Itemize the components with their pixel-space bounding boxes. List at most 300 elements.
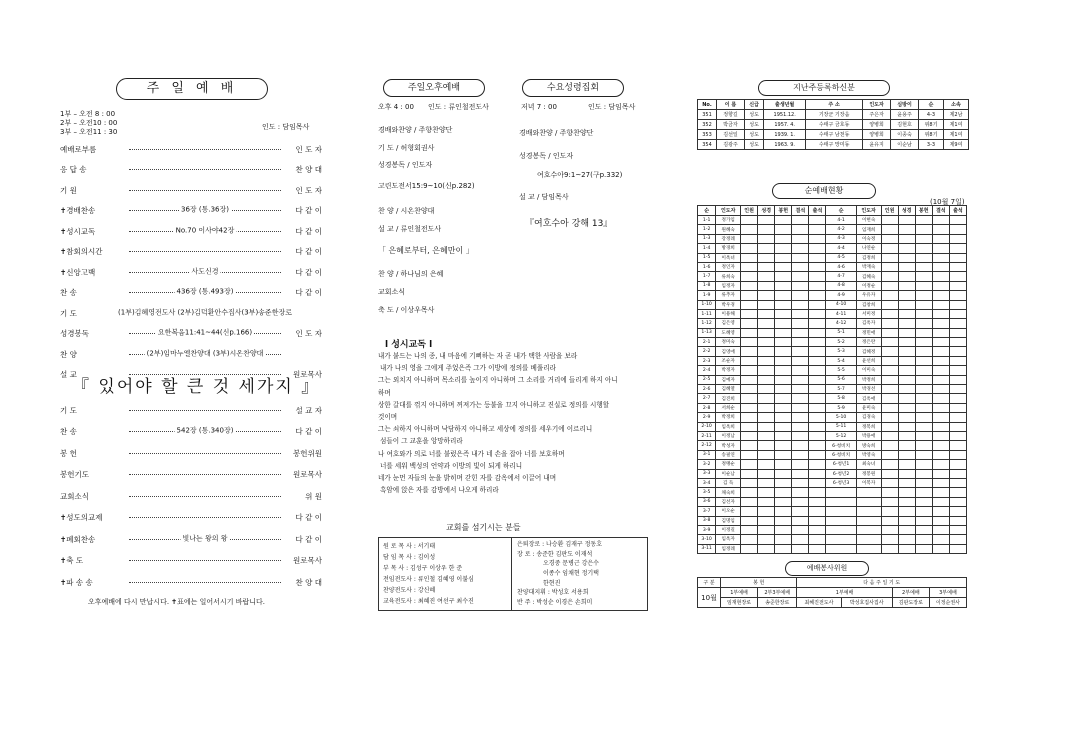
attendance-leader: 서희순 [716,403,741,412]
newcomer-cell: 제2남 [943,110,968,120]
attendance-cell [881,403,898,412]
attendance-cell [898,309,915,318]
attendance-cell [932,309,949,318]
attendance-cell [949,366,966,375]
attendance-leader: 김진희 [716,394,741,403]
attendance-row [698,441,967,450]
attendance-cell [881,253,898,262]
attendance-leader: 이옥녀 [716,253,741,262]
attendance-cell [881,281,898,290]
attendance-leader: 나연순 [856,244,881,253]
attendance-cell [881,450,898,459]
attendance-cell [898,319,915,328]
attendance-cell [881,394,898,403]
reading-line: 네가 눈먼 자들의 눈을 밝히며 갇힌 자를 감옥에서 이끌어 내며 [378,474,557,482]
attendance-leader: 방숙희 [856,441,881,450]
attendance-cell [741,403,758,412]
attendance-cell [809,272,826,281]
attendance-leader: 김혜열 [716,385,741,394]
newcomer-row [698,140,969,150]
attendance-leader: 정미숙 [716,338,741,347]
order-label: ✝성시교독 [60,226,96,236]
attendance-leader: 박정희 [716,413,741,422]
attendance-cell [741,262,758,271]
attendance-cell [775,281,792,290]
newcomer-cell: 351 [698,110,717,120]
attendance-group: 5-7 [826,385,856,394]
pastors-divider [511,538,512,610]
attendance-leader: 송필연 [716,450,741,459]
attendance-cell [881,366,898,375]
attendance-cell [898,525,915,534]
newcomer-cell: 양병희 [863,120,891,130]
elder-entry: 찬양대지휘 : 박성호 서용희 [517,589,589,597]
attendance-group: 6-청비치 [826,441,856,450]
attendance-row [698,291,967,300]
pastor-entry: 부 목 사 : 김성구 이상우 한 준 [383,565,463,572]
attendance-cell [856,516,881,525]
attendance-cell [915,281,932,290]
order-label: ✝파 송 송 [60,577,93,587]
attendance-row [698,507,967,516]
attendance-cell [949,338,966,347]
attendance-cell [949,525,966,534]
attendance-cell [792,394,809,403]
attendance-leader: 이정길 [716,525,741,534]
newcomer-cell: 성도 [744,120,763,130]
attendance-cell [741,300,758,309]
attendance-cell [792,441,809,450]
order-row [60,425,322,439]
order-leader-dots [129,190,281,191]
attendance-cell [898,488,915,497]
attendance-group: 4-10 [826,300,856,309]
vol-sub-3: 1부예배 [797,588,892,598]
attendance-cell [915,497,932,506]
afternoon-title: 주일오후예배 [383,79,485,97]
attendance-cell [949,328,966,337]
order-leader-dots [129,267,281,275]
order-label: 찬 송 [60,288,77,297]
order-leader-dots [129,410,281,411]
attendance-cell [775,422,792,431]
order-label: 기 도 [60,308,77,318]
attendance-cell [758,253,775,262]
attendance-cell [792,431,809,440]
attendance-cell [775,225,792,234]
attendance-cell [949,469,966,478]
attendance-group: 3-10 [698,535,716,544]
attendance-leader: 김혜정 [856,347,881,356]
attendance-cell [792,347,809,356]
newcomer-cell: 윤유지 [863,140,891,150]
attendance-cell [898,469,915,478]
attendance-cell [949,291,966,300]
order-detail: 436장 (통.493장) [176,287,234,296]
newcomer-cell: 제1여 [943,130,968,140]
attendance-cell [809,525,826,534]
attendance-cell [809,394,826,403]
attendance-leader: 이용해 [716,309,741,318]
attendance-cell [915,244,932,253]
attendance-leader: 윤선희 [856,356,881,365]
attendance-cell [932,450,949,459]
wednesday-leader: 인도 : 담임목사 [588,103,636,111]
attendance-cell [792,281,809,290]
newcomer-cell: 353 [698,130,717,140]
attendance-cell [915,356,932,365]
attendance-cell [792,216,809,225]
attendance-row [698,338,967,347]
attendance-cell [758,516,775,525]
order-person: 인 도 자 [295,329,322,338]
attendance-cell [758,450,775,459]
attendance-leader: 서미정 [856,309,881,318]
attendance-row [698,366,967,375]
attendance-cell [741,450,758,459]
attendance-group: 4-1 [826,216,856,225]
attendance-cell [775,291,792,300]
attendance-cell [741,347,758,356]
pastor-row [381,573,476,584]
attendance-group: 1-10 [698,300,716,309]
attendance-header: 봉헌 [775,206,792,216]
attendance-header: 순 [698,206,716,216]
sunday-title: 주 일 예 배 [116,78,268,100]
attendance-cell [898,422,915,431]
attendance-cell [741,441,758,450]
order-person: 다 같 이 [295,226,322,236]
attendance-cell [881,234,898,243]
afternoon-item: 설 교 / 류인철전도사 [378,225,442,233]
attendance-cell [826,544,856,553]
attendance-header: 인원 [741,206,758,216]
attendance-leader: 이현숙 [856,216,881,225]
attendance-cell [915,300,932,309]
order-row [60,489,322,503]
order-label: ✝축 도 [60,556,84,565]
order-label: 교회소식 [60,491,89,501]
attendance-cell [881,356,898,365]
attendance-group: 2-2 [698,347,716,356]
attendance-cell [856,497,881,506]
attendance-cell [792,262,809,271]
reading-line: 그는 쇠하지 아니하며 낙담하지 아니하고 세상에 정의를 세우기에 이르리니 [378,425,593,434]
newcomers-title: 지난주등록하신분 [758,80,890,96]
attendance-cell [881,225,898,234]
attendance-cell [809,281,826,290]
attendance-cell [881,338,898,347]
attendance-cell [898,535,915,544]
pastor-row [381,562,476,573]
attendance-table [697,205,967,554]
attendance-cell [826,507,856,516]
attendance-row [698,309,967,318]
attendance-group: 2-3 [698,356,716,365]
attendance-cell [775,507,792,516]
attendance-leader: 우유자 [856,291,881,300]
attendance-cell [881,385,898,394]
vol-sub-4: 2부예배 [892,588,929,598]
sunday-footnote: 오후예배에 다시 만납시다. ✝표에는 일어서시기 바랍니다. [88,598,265,606]
attendance-cell [792,450,809,459]
attendance-cell [898,375,915,384]
attendance-cell [915,385,932,394]
attendance-leader: 이순남 [716,469,741,478]
attendance-cell [932,394,949,403]
attendance-cell [758,272,775,281]
attendance-cell [932,488,949,497]
order-leader-dots [129,169,281,170]
attendance-row [698,319,967,328]
attendance-group: 4-8 [826,281,856,290]
newcomer-header: 심방이 [891,100,919,110]
attendance-cell [898,385,915,394]
attendance-cell [809,309,826,318]
attendance-cell [809,225,826,234]
attendance-leader: 임정자 [716,281,741,290]
attendance-row [698,422,967,431]
attendance-cell [898,441,915,450]
attendance-cell [758,281,775,290]
attendance-group: 6-청비치 [826,450,856,459]
attendance-leader: 임정례 [716,544,741,553]
attendance-group: 3-11 [698,544,716,553]
order-person: 위 원 [305,491,322,501]
attendance-header: 결석 [792,206,809,216]
attendance-group: 2-1 [698,338,716,347]
order-row [60,468,322,482]
attendance-cell [758,460,775,469]
attendance-cell [932,460,949,469]
newcomer-cell: 양병희 [863,130,891,140]
attendance-cell [915,319,932,328]
attendance-row [698,535,967,544]
order-detail: 빛나는 왕의 왕 [182,534,228,542]
attendance-cell [809,478,826,487]
attendance-cell [741,291,758,300]
time-2: 2부 – 오전10 : 00 [60,119,118,127]
attendance-row [698,375,967,384]
order-person: 설 교 자 [295,405,322,415]
attendance-header: 출석 [809,206,826,216]
attendance-leader: 이숙정 [856,234,881,243]
attendance-cell [775,544,792,553]
attendance-row [698,300,967,309]
attendance-leader: 윤미숙 [856,403,881,412]
attendance-cell [758,441,775,450]
attendance-leader: 임옥자 [716,535,741,544]
order-detail: No.70 이사야42장 [175,226,235,234]
attendance-cell [809,328,826,337]
vol-name-5: 김판도장로 [892,598,929,608]
order-leader-dots [129,496,281,497]
attendance-cell [881,497,898,506]
attendance-row [698,253,967,262]
attendance-leader: 최숙녀 [856,460,881,469]
attendance-cell [758,488,775,497]
pastors-right [515,539,604,606]
newcomer-cell: 제9여 [943,140,968,150]
attendance-cell [949,300,966,309]
order-row [60,403,322,417]
attendance-group: 5-8 [826,394,856,403]
attendance-cell [949,244,966,253]
order-leader-dots [118,308,292,316]
order-person: 원로목사 [293,556,322,565]
attendance-cell [758,385,775,394]
newcomer-cell: 성도 [744,110,763,120]
order-person: 다 같 이 [295,427,322,436]
order-row [60,532,322,546]
attendance-cell [898,216,915,225]
attendance-row [698,234,967,243]
attendance-cell [932,347,949,356]
attendance-cell [741,328,758,337]
order-leader-dots [129,474,281,475]
attendance-group: 1-9 [698,291,716,300]
attendance-cell [932,544,949,553]
attendance-row [698,225,967,234]
attendance-row [698,328,967,337]
attendance-cell [949,319,966,328]
attendance-cell [792,507,809,516]
attendance-cell [792,544,809,553]
attendance-cell [898,507,915,516]
order-label: 봉헌기도 [60,470,89,479]
order-person: 다 같 이 [295,247,322,256]
attendance-cell [809,431,826,440]
attendance-group: 4-12 [826,319,856,328]
attendance-cell [881,300,898,309]
attendance-cell [898,272,915,281]
attendance-cell [949,262,966,271]
order-label: 봉 헌 [60,448,77,458]
order-detail: 요한복음11:41~44(신p.166) [157,328,253,337]
attendance-row [698,488,967,497]
attendance-cell [775,356,792,365]
sunday-leader: 인도 : 담임목사 [262,123,310,131]
attendance-header: 성경 [898,206,915,216]
order-row [60,347,322,361]
attendance-cell [741,253,758,262]
attendance-cell [915,413,932,422]
newcomer-header: 소속 [943,100,968,110]
attendance-group: 4-5 [826,253,856,262]
attendance-group: 5-2 [826,338,856,347]
attendance-cell [949,544,966,553]
attendance-cell [775,319,792,328]
time-1: 1부 – 오전 8 : 00 [60,110,116,118]
attendance-cell [949,516,966,525]
attendance-cell [809,291,826,300]
afternoon-item: 기 도 / 허형회권사 [378,144,435,152]
attendance-cell [898,281,915,290]
attendance-cell [809,450,826,459]
attendance-cell [881,244,898,253]
attendance-cell [775,497,792,506]
order-row [60,163,322,177]
attendance-cell [775,338,792,347]
attendance-row [698,544,967,553]
attendance-cell [809,216,826,225]
attendance-cell [741,516,758,525]
afternoon-leader: 인도 : 류인철전도사 [428,103,489,111]
newcomer-cell: 주은자 [863,110,891,120]
attendance-cell [741,319,758,328]
attendance-cell [758,431,775,440]
attendance-leader: 정맹순 [716,460,741,469]
attendance-group: 4-2 [826,225,856,234]
attendance-cell [792,375,809,384]
attendance-leader: 박성자 [716,441,741,450]
elder-row [515,568,604,578]
attendance-cell [932,253,949,262]
vol-name-6: 이정순권사 [929,598,966,608]
order-person: 원로목사 [293,370,322,379]
attendance-cell [881,525,898,534]
order-row [60,204,322,218]
attendance-group: 3-2 [698,460,716,469]
wednesday-item: 『여호수아 강해 13』 [525,219,613,229]
attendance-cell [932,413,949,422]
attendance-cell [741,309,758,318]
attendance-cell [826,497,856,506]
order-row [60,286,322,300]
attendance-cell [758,469,775,478]
newcomer-cell: 수태구 금호동 [806,120,863,130]
order-leader-dots [129,560,281,561]
attendance-cell [932,403,949,412]
order-person: 인 도 자 [295,144,322,154]
attendance-cell [881,262,898,271]
attendance-row [698,272,967,281]
attendance-group: 5-4 [826,356,856,365]
order-leader-dots [129,149,281,150]
afternoon-item: 축 도 / 이상우목사 [378,306,435,314]
attendance-group: 1-5 [698,253,716,262]
attendance-cell [915,422,932,431]
sermon-title: 『 있어야 할 큰 것 세가지 』 [72,377,321,397]
attendance-cell [741,216,758,225]
attendance-cell [792,497,809,506]
attendance-header: 인도자 [716,206,741,216]
attendance-cell [932,497,949,506]
newcomer-cell: 수태구 남천동 [806,130,863,140]
attendance-leader: 방경희 [716,244,741,253]
attendance-leader: 김선자 [716,497,741,506]
attendance-group: 1-8 [698,281,716,290]
attendance-cell [915,225,932,234]
attendance-cell [881,507,898,516]
attendance-cell [856,507,881,516]
order-leader-dots [129,328,281,337]
attendance-cell [915,441,932,450]
attendance-cell [915,516,932,525]
attendance-cell [932,272,949,281]
attendance-cell [792,356,809,365]
attendance-cell [758,403,775,412]
attendance-group: 2-12 [698,441,716,450]
attendance-leader: 류희숙 [716,272,741,281]
attendance-row [698,385,967,394]
attendance-cell [949,497,966,506]
newcomer-cell: 1963. 9. [764,140,806,150]
attendance-leader: 정은란 [856,338,881,347]
attendance-cell [932,385,949,394]
order-label: 찬 양 [60,349,77,359]
attendance-cell [758,525,775,534]
